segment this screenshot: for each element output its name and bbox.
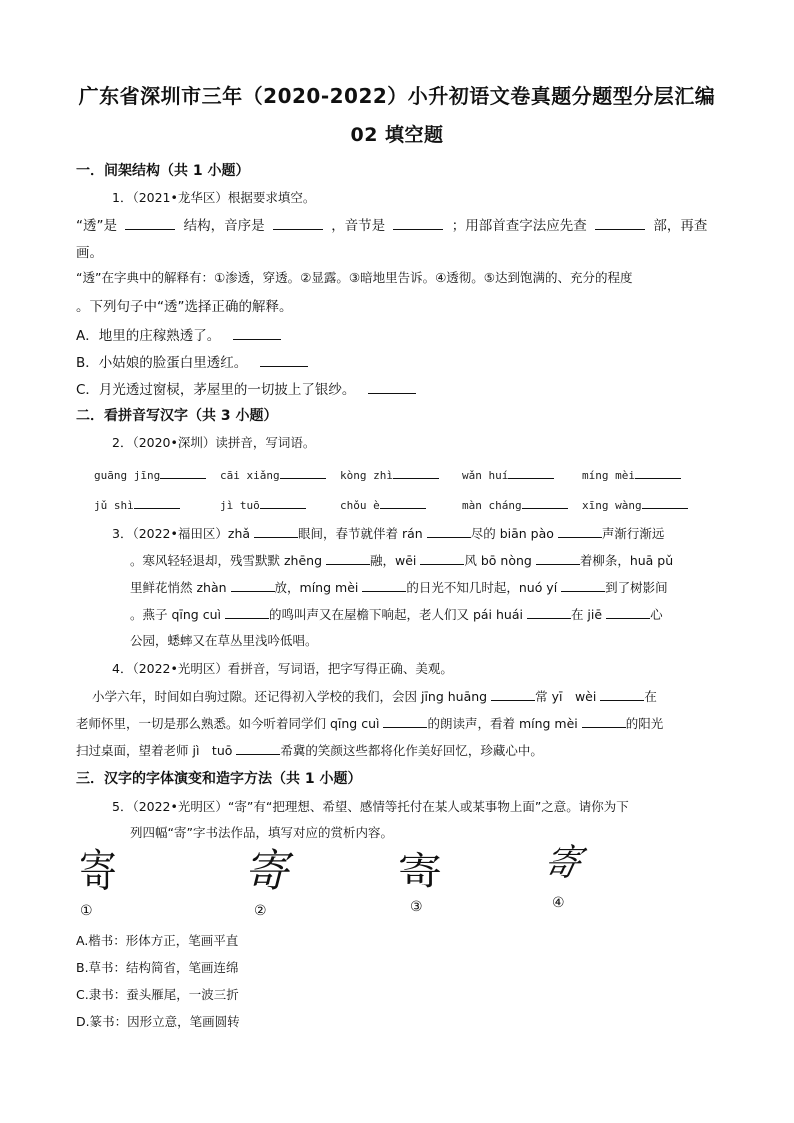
- q3-line-3: [130, 577, 668, 596]
- answer-blank[interactable]: [260, 494, 306, 509]
- q1-option-a: [76, 324, 281, 344]
- q5-option-d: D.篆书：因形立意，笔画圆转: [76, 1014, 240, 1029]
- q1-text-b: 结构，音序是: [183, 218, 265, 234]
- answer-blank[interactable]: [582, 713, 626, 728]
- q3-text: 眼间，春节就伴着 rán: [298, 526, 423, 541]
- q3-text: 的鸣叫声又在屋檐下响起，老人们又 pái huái: [268, 607, 523, 622]
- answer-blank[interactable]: [134, 494, 180, 509]
- q3-text: 的日光不知几时起，nuó yí: [406, 580, 558, 595]
- glyph-label-4: ④: [552, 895, 565, 911]
- answer-blank[interactable]: [260, 352, 308, 367]
- answer-blank[interactable]: [326, 550, 370, 565]
- answer-blank[interactable]: [231, 577, 275, 592]
- answer-blank[interactable]: [362, 577, 406, 592]
- pinyin-text: míng mèi: [582, 469, 635, 482]
- answer-blank[interactable]: [527, 604, 571, 619]
- q1-option-c: [76, 378, 416, 398]
- answer-blank[interactable]: [536, 550, 580, 565]
- answer-blank[interactable]: [558, 523, 602, 538]
- q1-fill-line: [76, 214, 707, 234]
- pinyin-text: kòng zhì: [340, 469, 393, 482]
- calligraphy-seal-glyph: 寄: [79, 846, 117, 897]
- q3-line-5: 公园，蟋蟀又在草丛里浅吟低唱。: [130, 633, 318, 648]
- pinyin-item: [462, 494, 568, 512]
- q5-option-c: C.隶书：蚕头雁尾，一波三折: [76, 987, 239, 1002]
- q1-option-b-text: B．小姑娘的脸蛋白里透红。: [76, 355, 248, 371]
- calligraphy-clerical-glyph: 寄: [398, 850, 442, 893]
- q4-text: 常 yī wèi: [535, 689, 597, 704]
- answer-blank[interactable]: [491, 686, 535, 701]
- answer-blank[interactable]: [606, 604, 650, 619]
- q1-instruction: 。下列句子中“透”选择正确的解释。: [76, 299, 293, 315]
- calligraphy-grass-glyph: 寄: [539, 843, 585, 884]
- section-heading-1: 一．间架结构（共 1 小题）: [76, 163, 250, 179]
- document-subtitle: 02 填空题: [350, 124, 444, 146]
- answer-blank[interactable]: [383, 713, 427, 728]
- q4-line-2: [76, 713, 663, 732]
- q4-text: 的朗读声，看着 míng mèi: [427, 716, 578, 731]
- answer-blank[interactable]: [225, 604, 269, 619]
- q3-text: 在 jiē: [570, 607, 603, 622]
- pinyin-text: màn cháng: [462, 499, 522, 512]
- q3-text: 尽的 biān pào: [470, 526, 554, 541]
- answer-blank[interactable]: [393, 464, 439, 479]
- pinyin-item: [340, 494, 426, 512]
- answer-blank[interactable]: [160, 464, 206, 479]
- pinyin-item: [582, 464, 681, 482]
- q3-text: 放，míng mèi: [274, 580, 359, 595]
- document-title: 广东省深圳市三年（2020-2022）小升初语文卷真题分题型分层汇编: [78, 84, 716, 108]
- q3-text: 风 bō nòng: [464, 553, 532, 568]
- q1-text-e: 部，再查: [653, 218, 708, 234]
- q5-option-b: B.草书：结构简省，笔画连绵: [76, 960, 239, 975]
- q2-intro: 2．（2020•深圳）读拼音，写词语。: [112, 435, 316, 450]
- q1-text-a: “透”是: [76, 218, 117, 234]
- q4-intro: 4．（2022•光明区）看拼音，写词语，把字写得正确、美观。: [112, 661, 453, 676]
- section-heading-3: 三．汉字的字体演变和造字方法（共 1 小题）: [76, 771, 362, 787]
- q3-text: 声渐行渐远: [601, 526, 665, 541]
- pinyin-item: [582, 494, 688, 512]
- q5-line-1: 5．（2022•光明区）“寄”有“把理想、希望、感情等托付在某人或某事物上面”之意。请你为下: [112, 799, 629, 814]
- pinyin-text: xīng wàng: [582, 499, 642, 512]
- pinyin-text: guāng jīng: [94, 469, 161, 482]
- answer-blank[interactable]: [254, 523, 298, 538]
- section-heading-2: 二．看拼音写汉字（共 3 小题）: [76, 408, 278, 424]
- q5-line-2: 列四幅“寄”字书法作品，填写对应的赏析内容。: [130, 825, 393, 840]
- q3-text: 。燕子 qīng cuì: [130, 607, 221, 622]
- glyph-label-3: ③: [410, 899, 423, 915]
- q4-text: 小学六年，时间如白驹过隙。还记得初入学校的我们，会因 jīng huāng: [92, 689, 488, 704]
- pinyin-item: [462, 464, 554, 482]
- answer-blank[interactable]: [561, 577, 605, 592]
- pinyin-text: chǒu è: [340, 499, 380, 512]
- pinyin-item: [94, 494, 180, 512]
- pinyin-item: [220, 494, 306, 512]
- q3-text: 到了树影间: [605, 580, 668, 595]
- q4-text: 希冀的笑颜这些都将化作美好回忆，珍藏心中。: [280, 743, 543, 758]
- answer-blank[interactable]: [600, 686, 644, 701]
- answer-blank[interactable]: [368, 379, 416, 394]
- q1-option-a-text: A．地里的庄稼熟透了。: [76, 328, 221, 344]
- q1-text-d: ；用部首查字法应先查: [451, 218, 587, 234]
- q3-text: 里鲜花悄然 zhàn: [130, 580, 227, 595]
- pinyin-text: wǎn huí: [462, 469, 509, 482]
- pinyin-item: [94, 464, 206, 482]
- q1-text-f: 画。: [76, 245, 103, 261]
- pinyin-text: jì tuō: [220, 499, 260, 512]
- answer-blank[interactable]: [508, 464, 554, 479]
- answer-blank[interactable]: [642, 494, 688, 509]
- answer-blank[interactable]: [522, 494, 568, 509]
- q3-text: 3．（2022•福田区）zhǎ: [112, 526, 251, 541]
- q3-line-1: [112, 523, 664, 542]
- q1-intro: 1．（2021•龙华区）根据要求填空。: [112, 190, 316, 205]
- answer-blank[interactable]: [273, 215, 323, 230]
- q1-option-c-text: C．月光透过窗棂，茅屋里的一切披上了银纱。: [76, 382, 356, 398]
- answer-blank[interactable]: [125, 215, 175, 230]
- answer-blank[interactable]: [233, 325, 281, 340]
- pinyin-text: jǔ shì: [94, 499, 134, 512]
- answer-blank[interactable]: [635, 464, 681, 479]
- q4-text: 老师怀里，一切是那么熟悉。如今听着同学们 qīng cuì: [76, 716, 380, 731]
- q4-text: 在: [644, 689, 657, 704]
- q3-text: 。寒风轻轻退却，残雪默默 zhēng: [130, 553, 323, 568]
- answer-blank[interactable]: [280, 464, 326, 479]
- q1-text-c: ，音节是: [331, 218, 386, 234]
- q3-line-2: [130, 550, 673, 569]
- answer-blank[interactable]: [393, 215, 443, 230]
- pinyin-text: cāi xiǎng: [220, 469, 280, 482]
- q5-option-a: A.楷书：形体方正，笔画平直: [76, 933, 239, 948]
- q3-line-4: [130, 604, 663, 623]
- answer-blank[interactable]: [595, 215, 645, 230]
- calligraphy-cursive-glyph: 寄: [244, 846, 288, 897]
- q1-definitions: “透”在字典中的解释有：①渗透，穿透。②显露。③暗地里告诉。④透彻。⑤达到饱满的、充分的程度: [76, 270, 633, 285]
- q4-text: 的阳光: [625, 716, 664, 731]
- q3-text: 心: [650, 607, 663, 622]
- glyph-label-2: ②: [254, 903, 267, 919]
- answer-blank[interactable]: [380, 494, 426, 509]
- q4-line-1: [92, 686, 657, 705]
- answer-blank[interactable]: [420, 550, 464, 565]
- q4-line-3: [76, 740, 543, 759]
- q1-option-b: [76, 351, 308, 371]
- q4-text: 扫过桌面，望着老师 jì tuō: [76, 743, 233, 758]
- glyph-label-1: ①: [80, 903, 93, 919]
- pinyin-item: [340, 464, 439, 482]
- answer-blank[interactable]: [236, 740, 280, 755]
- q3-text: 融，wēi: [370, 553, 417, 568]
- pinyin-item: [220, 464, 326, 482]
- q3-text: 着柳条，huā pǔ: [579, 553, 674, 568]
- answer-blank[interactable]: [427, 523, 471, 538]
